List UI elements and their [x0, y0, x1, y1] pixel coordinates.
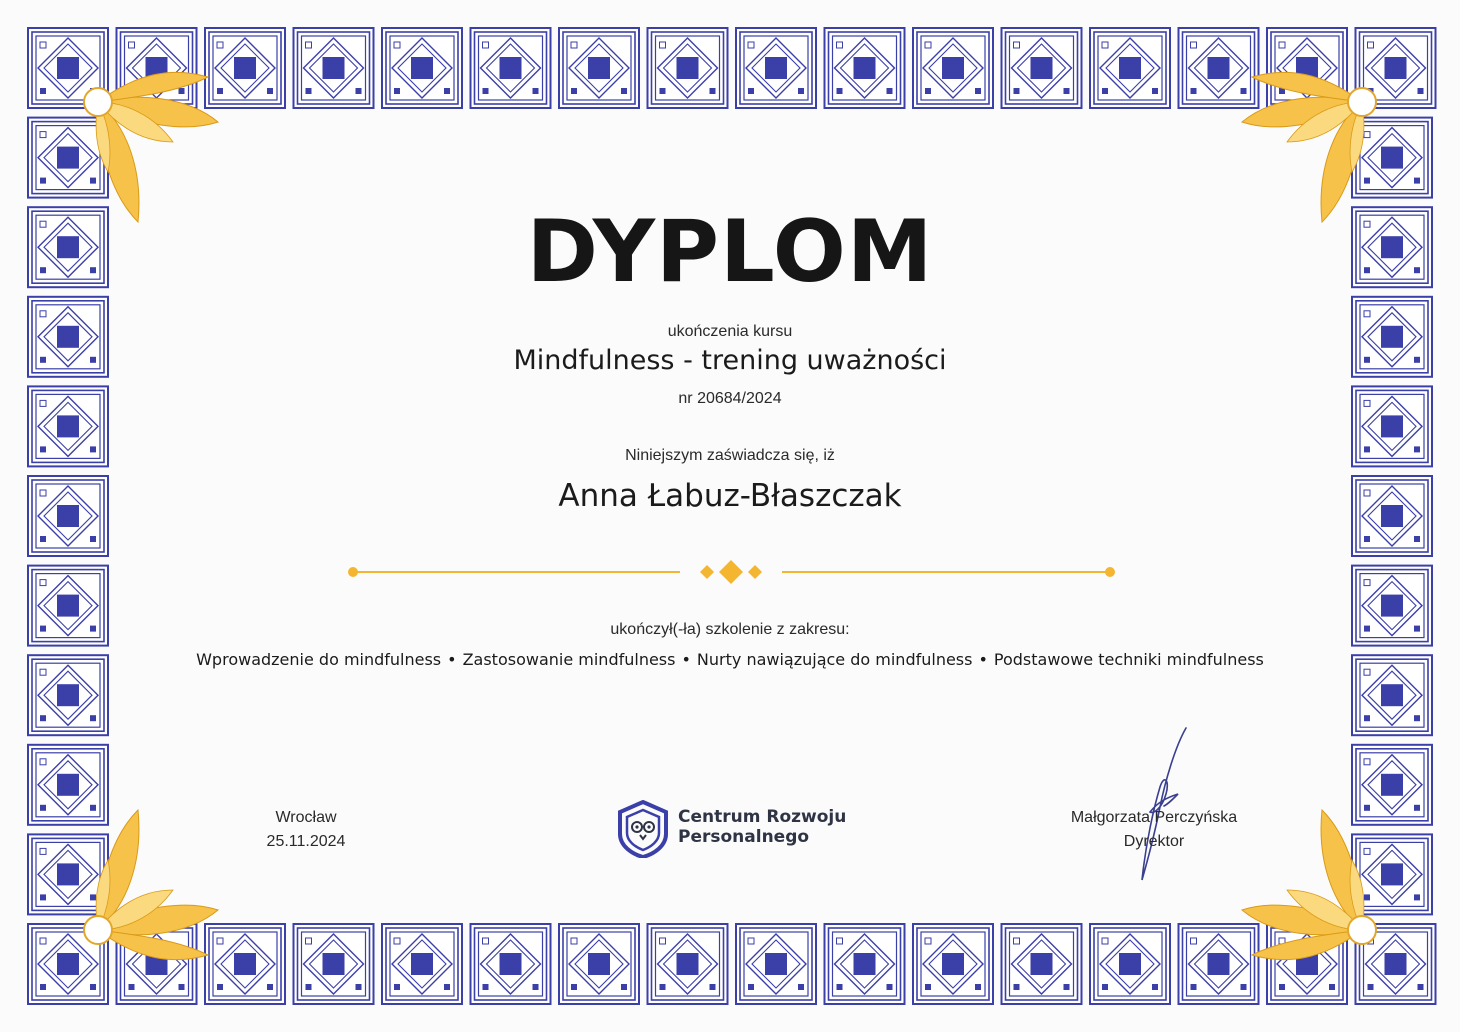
border-tile — [471, 28, 551, 108]
border-tile — [294, 924, 374, 1004]
course-intro: ukończenia kursu — [667, 323, 793, 340]
border-tile — [1179, 28, 1259, 108]
border-tile — [913, 28, 993, 108]
flower-corner-icon — [84, 810, 218, 960]
date: 25.11.2024 — [266, 833, 346, 850]
place: Wrocław — [275, 809, 337, 826]
border-tile — [913, 924, 993, 1004]
topic-separator: • — [978, 650, 988, 669]
border-tile — [648, 28, 728, 108]
topic-item: Nurty nawiązujące do mindfulness — [696, 650, 973, 669]
border-tile — [205, 28, 285, 108]
topic-item: Zastosowanie mindfulness — [462, 650, 676, 669]
border-tile — [825, 924, 905, 1004]
recipient-name: Anna Łabuz-Błaszczak — [558, 478, 902, 514]
signer-name: Małgorzata Perczyńska — [1070, 809, 1238, 826]
border-tile — [1179, 924, 1259, 1004]
border-tile — [1352, 745, 1432, 825]
completed-label: ukończył(-ła) szkolenie z zakresu: — [610, 621, 850, 638]
divider-ornament — [0, 556, 1460, 588]
topics-list — [0, 650, 1460, 669]
border-tile — [559, 924, 639, 1004]
org-name-line1: Centrum Rozwoju — [678, 807, 847, 827]
border-tile — [1002, 28, 1082, 108]
topic-item: Podstawowe techniki mindfulness — [993, 650, 1264, 669]
flower-corner-icon — [84, 72, 218, 222]
border-tile — [1002, 924, 1082, 1004]
course-name: Mindfulness - trening uważności — [513, 345, 947, 376]
certificate-number: nr 20684/2024 — [678, 390, 782, 407]
border-tile — [471, 924, 551, 1004]
diamond-ornament-icon — [700, 560, 762, 584]
border-tile — [736, 28, 816, 108]
border-tile — [1090, 28, 1170, 108]
border-tile — [825, 28, 905, 108]
border-tile — [559, 28, 639, 108]
flower-corner-icon — [1242, 72, 1376, 222]
org-name — [678, 807, 846, 847]
border-tile — [294, 28, 374, 108]
border-tile — [736, 924, 816, 1004]
flower-corner-icon — [1242, 810, 1376, 960]
signer-role: Dyrektor — [1123, 833, 1185, 850]
org-name-line2: Personalnego — [678, 827, 810, 847]
border-tile — [382, 28, 462, 108]
signature-icon — [1120, 722, 1200, 887]
signer-block — [1054, 806, 1254, 854]
owl-logo-icon — [616, 800, 670, 858]
certificate-title: DYPLOM — [526, 202, 934, 302]
topic-separator: • — [681, 650, 691, 669]
border-tile — [205, 924, 285, 1004]
attestation-text: Niniejszym zaświadcza się, iż — [625, 447, 835, 464]
border-tile — [1090, 924, 1170, 1004]
topic-separator: • — [447, 650, 457, 669]
topic-item: Wprowadzenie do mindfulness — [196, 650, 442, 669]
border-tile — [648, 924, 728, 1004]
border-tile — [382, 924, 462, 1004]
place-date-block — [226, 806, 386, 854]
border-tile — [28, 745, 108, 825]
